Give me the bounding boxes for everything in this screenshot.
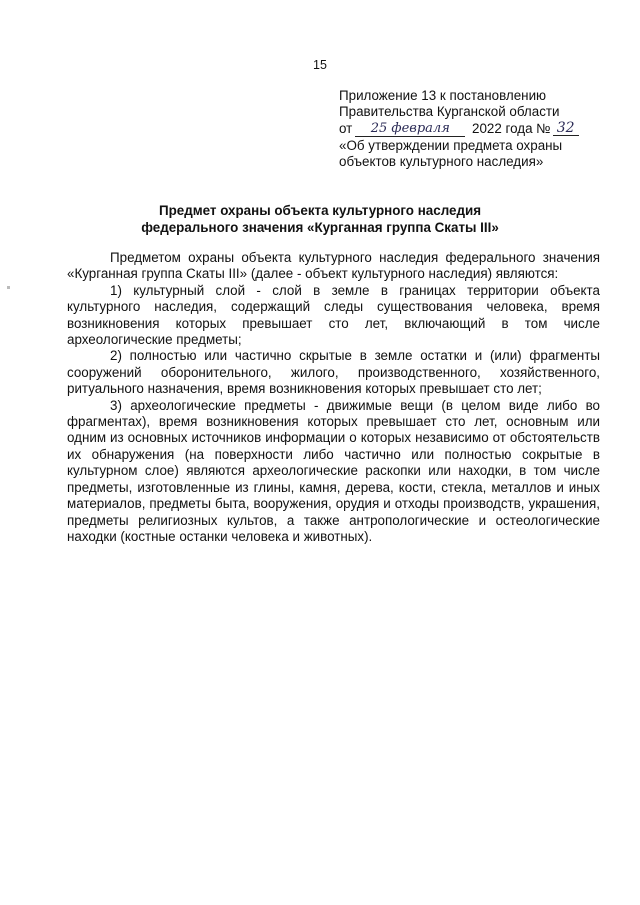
title-line-2: федерального значения «Курганная группа Скаты III» [141,219,499,235]
document-title [0,203,640,236]
paragraph-item-2: 2) полностью или частично скрытые в земле остатки и (или) фрагменты сооружений оборонительного, жилого, производственного, хозяйственного, ритуального назначения, время возникновения которых превышает сто лет; [67,348,600,397]
document-body [67,250,600,545]
date-prefix: от [339,120,353,136]
paragraph-intro: Предметом охраны объекта культурного наследия федерального значения «Курганная группа Скаты III» (далее - объект культурного наследия) являются: [67,250,600,282]
paragraph-item-3: 3) археологические предметы - движимые вещи (в целом виде либо во фрагментах), время возникновения которых превышает сто лет, основным или одним из основных источников информации о которых независимо от обстоятельств их обнаружения (на поверхности либо частично или полностью сокрытые в культурном слое) являются археологические раскопки или находки, в том числе предметы, изготовленные из глины, камня, дерева, кости, стекла, металлов и иных материалов, предметы быта, вооружения, орудия и отходы производств, украшения, предметы религиозных культов, а также антропологические и остеологические находки (костные останки человека и животных). [67,397,600,544]
appendix-line-2: Правительства Курганской области [339,104,560,120]
year-text: 2022 года № [472,120,551,136]
title-line-1: Предмет охраны объекта культурного наследия [158,203,482,218]
appendix-subject-line-1: «Об утверждении предмета охраны [339,137,563,153]
handwritten-date: 25 февраля [355,122,465,137]
page-number: 15 [313,58,327,72]
appendix-subject-line-2: объектов культурного наследия» [339,154,544,170]
appendix-line-1: Приложение 13 к постановлению [339,88,547,103]
appendix-date-row [339,121,609,138]
appendix-header [339,88,609,171]
handwritten-number: 32 [553,121,579,136]
paragraph-item-1: 1) культурный слой - слой в земле в границах территории объекта культурного наследия, содержащий следы существования человека, время возникновения которых превышает сто лет, включающий в том числе археологические предметы; [67,282,600,348]
scan-speck [7,286,10,289]
